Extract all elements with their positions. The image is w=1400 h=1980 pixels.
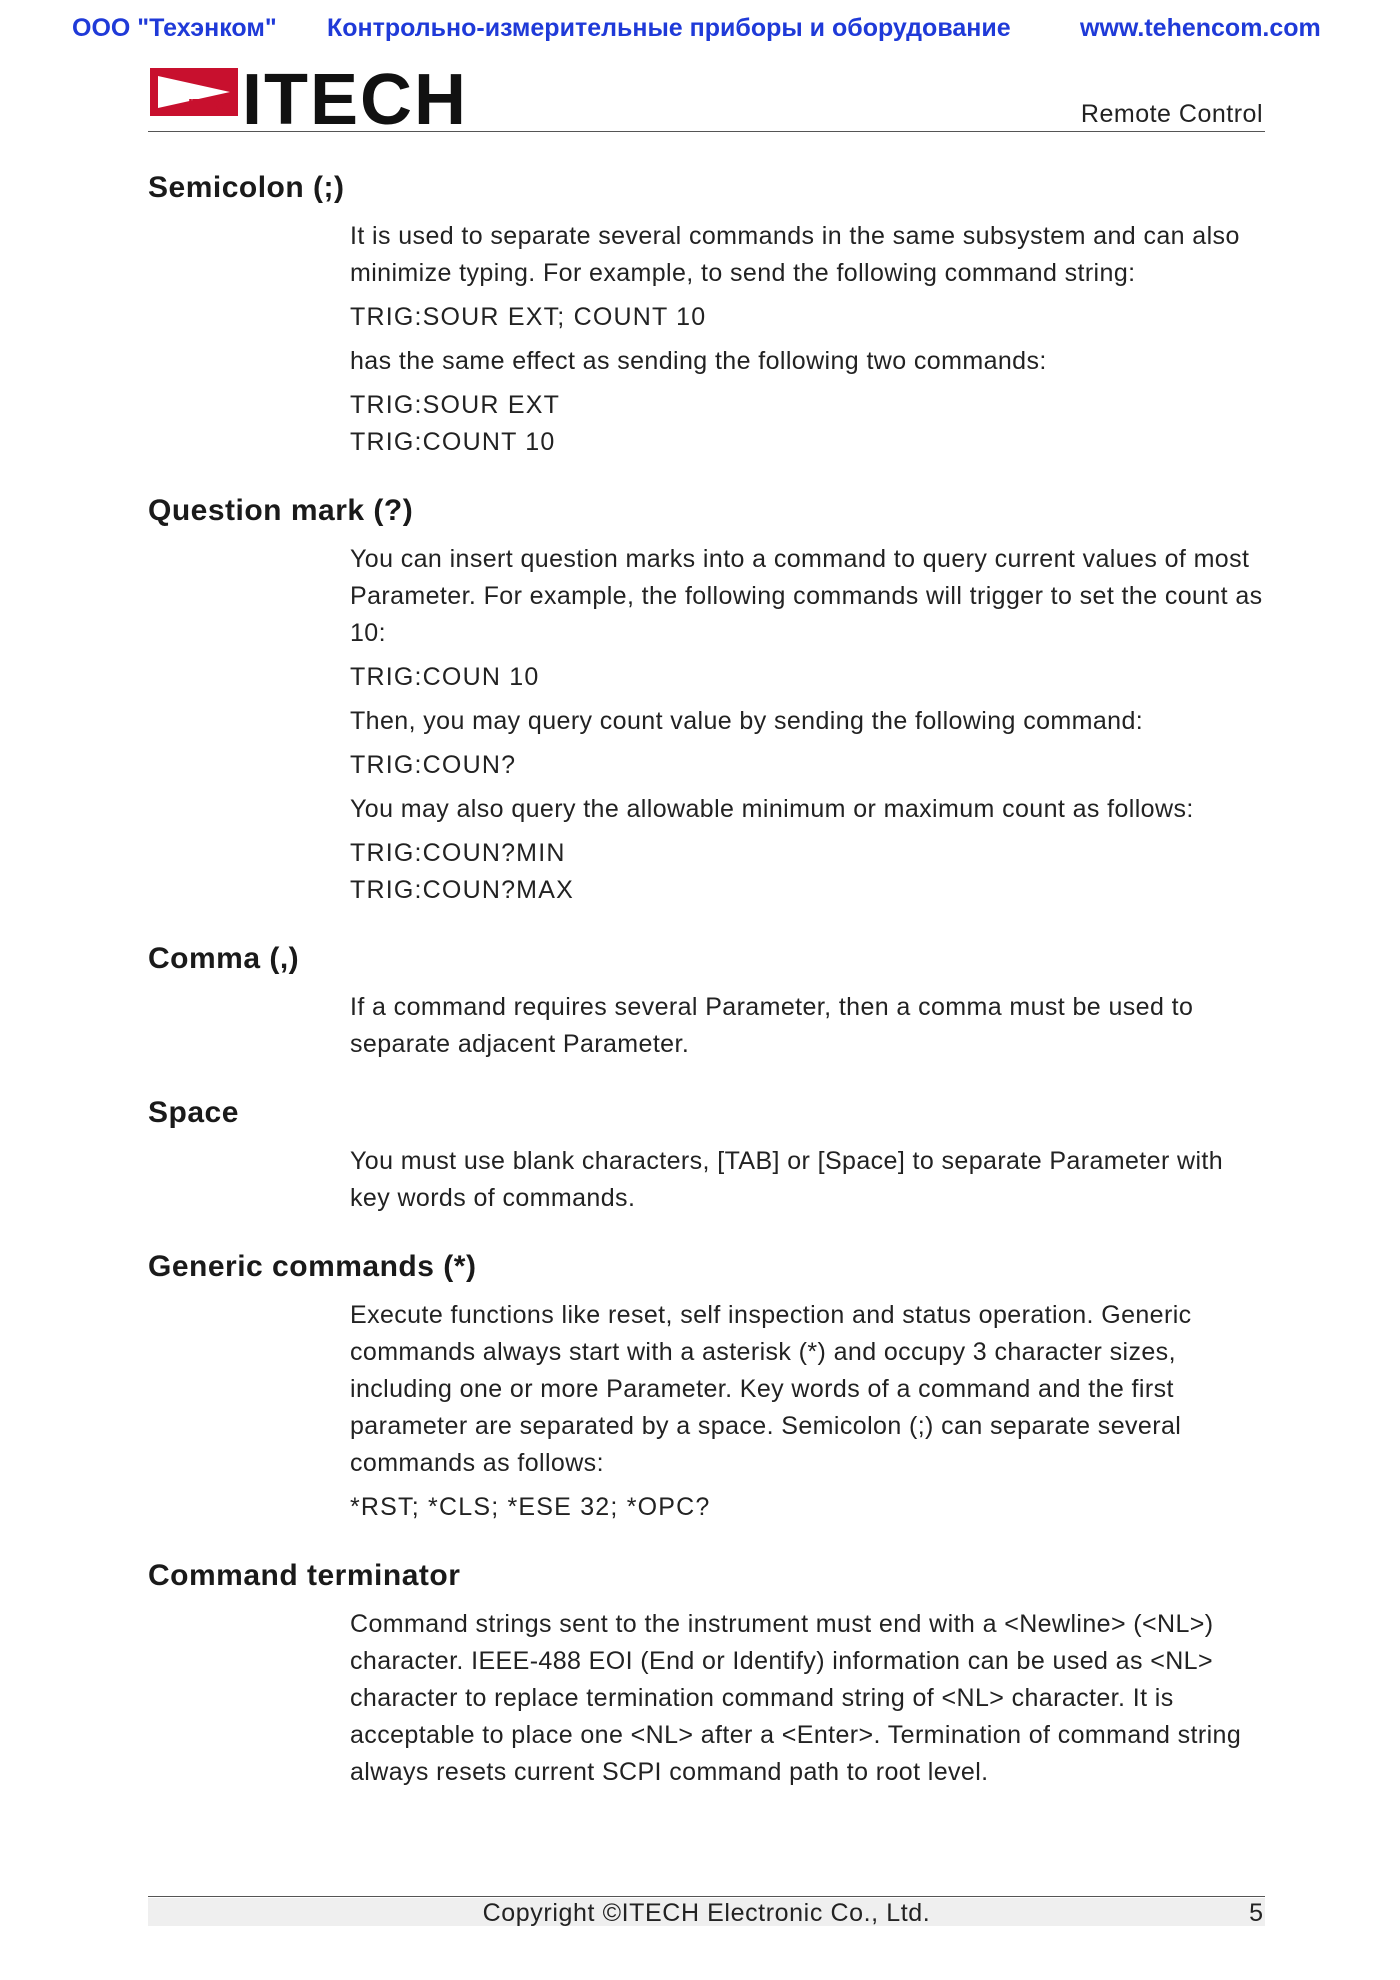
footer-copyright: Copyright ©ITECH Electronic Co., Ltd. bbox=[482, 1899, 931, 1927]
code-block bbox=[350, 835, 1265, 909]
section-title: Command terminator bbox=[148, 1559, 461, 1592]
paragraph: has the same effect as sending the following two commands: bbox=[350, 347, 1047, 375]
paragraph: Then, you may query count value by sending the following command: bbox=[350, 707, 1144, 735]
code-line: *RST; *CLS; *ESE 32; *OPC? bbox=[350, 1493, 711, 1521]
paragraph: You can insert question marks into a command to query current values of most Parameter. For example, the following commands will trigger to set the count as 10: bbox=[350, 545, 1263, 647]
header-title: Remote Control bbox=[1080, 100, 1263, 128]
section-body bbox=[350, 541, 1265, 909]
paragraph: You may also query the allowable minimum or maximum count as follows: bbox=[350, 795, 1194, 823]
logo-text: ITECH bbox=[242, 68, 468, 130]
section-comma bbox=[148, 939, 1265, 1063]
section-title: Question mark (?) bbox=[148, 494, 414, 527]
section-semicolon bbox=[148, 168, 1265, 461]
section-body bbox=[350, 218, 1265, 461]
section-command-terminator bbox=[148, 1556, 1265, 1791]
itech-logo bbox=[150, 68, 470, 130]
section-space bbox=[148, 1093, 1265, 1217]
code-line: TRIG:COUN? bbox=[350, 751, 517, 779]
logo-small-text: ITECH bbox=[188, 96, 237, 116]
code-line: TRIG:COUNT 10 bbox=[350, 428, 556, 456]
section-title: Generic commands (*) bbox=[148, 1250, 477, 1283]
company-website-link[interactable]: www.tehencom.com bbox=[1080, 14, 1321, 42]
section-generic-commands bbox=[148, 1247, 1265, 1526]
company-tagline: Контрольно-измерительные приборы и оборудование bbox=[327, 14, 1011, 42]
section-title: Semicolon (;) bbox=[148, 171, 345, 204]
code-line: TRIG:SOUR EXT bbox=[350, 391, 561, 419]
paragraph: Execute functions like reset, self inspection and status operation. Generic commands always start with a asterisk (*) and occupy 3 character sizes, including one or more Parameter. Key words of a command and the first parameter are separated by a space. Semicolon (;) can separate several commands as follows: bbox=[350, 1301, 1192, 1477]
document-body bbox=[148, 168, 1265, 1821]
page-number: 5 bbox=[1249, 1899, 1263, 1927]
paragraph: It is used to separate several commands in the same subsystem and can also minimize typing. For example, to send the following command string: bbox=[350, 222, 1240, 287]
paragraph: Command strings sent to the instrument must end with a <Newline> (<NL>) character. IEEE-488 EOI (End or Identify) information can be used as <NL> character to replace termination command string of <NL> character. It is acceptable to place one <NL> after a <Enter>. Termination of command string always resets current SCPI command path to root level. bbox=[350, 1610, 1242, 1786]
code-line: TRIG:COUN 10 bbox=[350, 663, 540, 691]
paragraph: If a command requires several Parameter, then a comma must be used to separate adjacent Parameter. bbox=[350, 993, 1194, 1058]
code-line: TRIG:COUN?MAX bbox=[350, 876, 574, 904]
section-body bbox=[350, 1143, 1265, 1217]
code-line: TRIG:SOUR EXT; COUNT 10 bbox=[350, 303, 707, 331]
paragraph: You must use blank characters, [TAB] or [Space] to separate Parameter with key words of commands. bbox=[350, 1147, 1224, 1212]
section-question-mark bbox=[148, 491, 1265, 909]
top-banner bbox=[0, 10, 1400, 50]
section-body bbox=[350, 989, 1265, 1063]
section-title: Space bbox=[148, 1096, 239, 1129]
section-body bbox=[350, 1297, 1265, 1526]
section-body bbox=[350, 1606, 1265, 1791]
header-divider bbox=[148, 131, 1265, 132]
company-name: ООО "Техэнком" bbox=[72, 14, 277, 42]
section-title: Comma (,) bbox=[148, 942, 300, 975]
code-block bbox=[350, 387, 1265, 461]
code-line: TRIG:COUN?MIN bbox=[350, 839, 566, 867]
